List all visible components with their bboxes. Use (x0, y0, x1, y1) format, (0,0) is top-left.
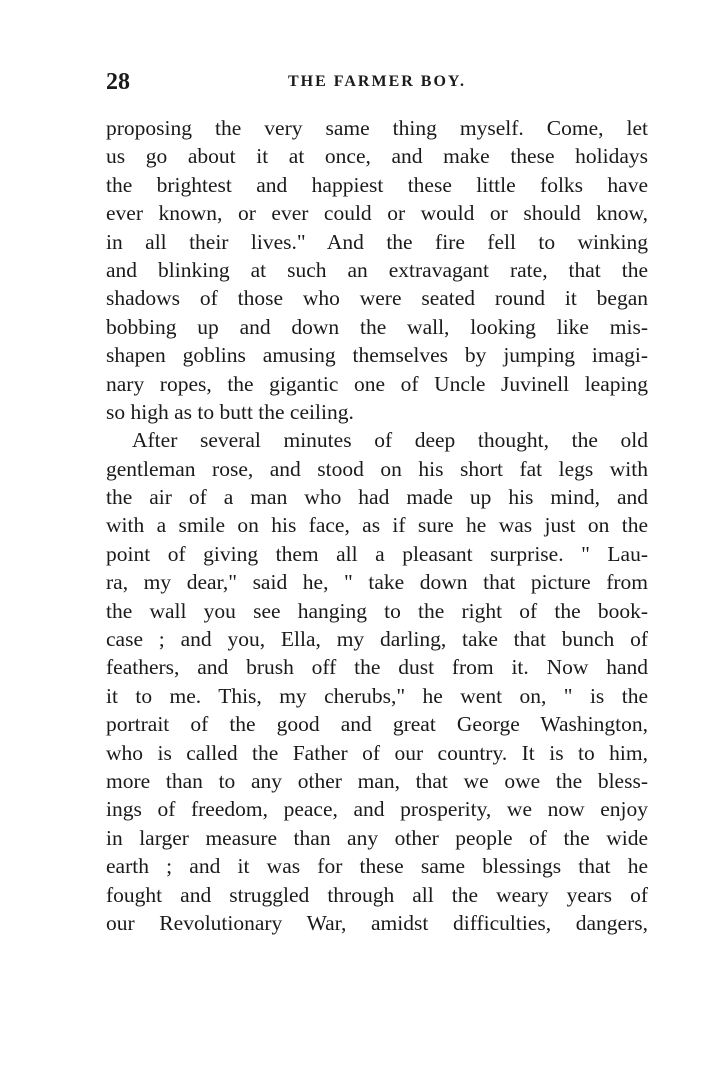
text-line: in larger measure than any other people of the wide (106, 825, 648, 850)
text-line: shapen goblins amusing themselves by jumping imagi- (106, 343, 648, 368)
body-text (106, 114, 648, 937)
text-line: so high as to butt the ceiling. (106, 399, 354, 424)
text-line: portrait of the good and great George Washington, (106, 712, 648, 737)
text-line: who is called the Father of our country. It is to him, (106, 740, 648, 765)
page-header (106, 64, 648, 100)
text-line: ra, my dear," said he, " take down that picture from (106, 570, 648, 595)
text-line: case ; and you, Ella, my darling, take that bunch of (106, 627, 648, 652)
paragraph-1 (106, 114, 648, 426)
paragraph-2 (106, 426, 648, 937)
text-line: gentleman rose, and stood on his short fat legs with (106, 456, 648, 481)
text-line: and blinking at such an extravagant rate, that the (106, 257, 648, 282)
text-line: our Revolutionary War, amidst difficulties, dangers, (106, 910, 648, 935)
text-line: earth ; and it was for these same blessings that he (106, 854, 648, 879)
text-line: it to me. This, my cherubs," he went on, " is the (106, 683, 648, 708)
running-title: THE FARMER BOY. (287, 73, 466, 90)
text-line: the wall you see hanging to the right of the book- (106, 598, 648, 623)
text-line: nary ropes, the gigantic one of Uncle Juvinell leaping (106, 371, 648, 396)
text-line: bobbing up and down the wall, looking like mis- (106, 314, 648, 339)
text-line: ever known, or ever could or would or should know, (106, 201, 648, 226)
text-line: feathers, and brush off the dust from it. Now hand (106, 655, 648, 680)
text-line: After several minutes of deep thought, the old (132, 428, 648, 453)
page-number: 28 (106, 69, 130, 95)
text-line: with a smile on his face, as if sure he was just on the (106, 513, 648, 538)
text-line: proposing the very same thing myself. Come, let (106, 116, 648, 140)
text-line: us go about it at once, and make these holidays (106, 144, 648, 169)
text-line: shadows of those who were seated round it began (106, 286, 648, 311)
text-line: the air of a man who had made up his mind, and (106, 485, 648, 510)
text-line: in all their lives." And the fire fell to winking (106, 229, 648, 254)
text-line: ings of freedom, peace, and prosperity, we now enjoy (106, 797, 648, 822)
text-line: point of giving them all a pleasant surprise. " Lau- (106, 541, 648, 566)
text-line: the brightest and happiest these little folks have (106, 172, 648, 197)
text-line: fought and struggled through all the weary years of (106, 882, 648, 907)
text-line: more than to any other man, that we owe the bless- (106, 768, 648, 793)
